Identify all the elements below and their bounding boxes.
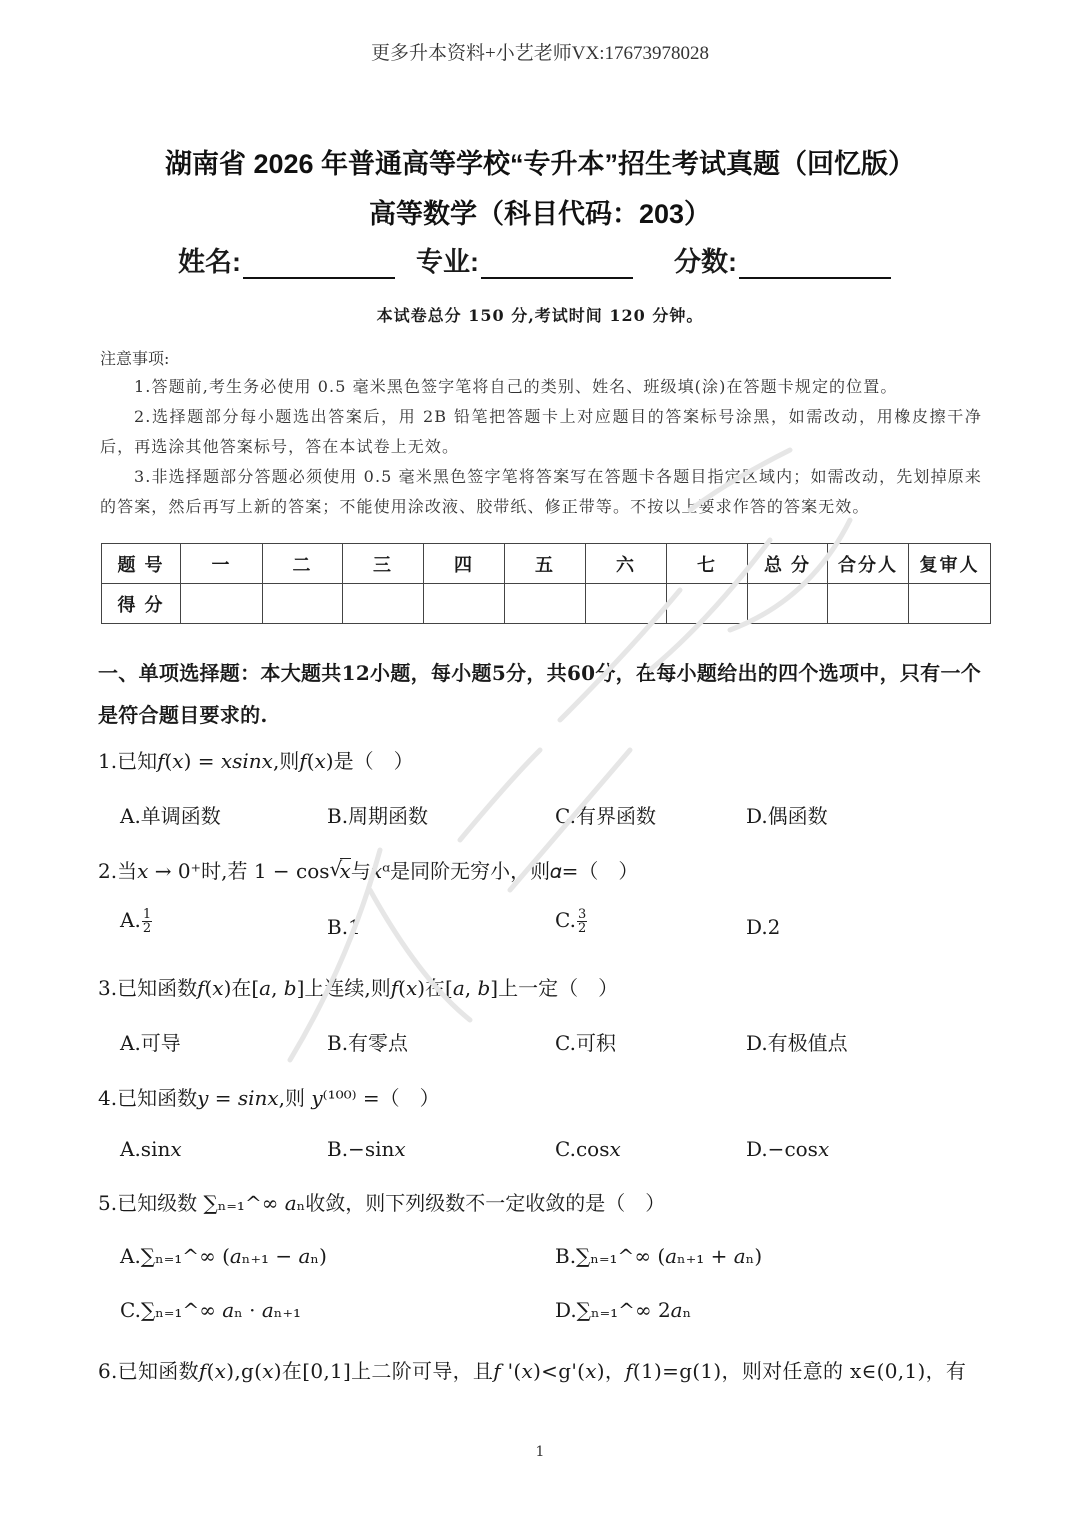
score-header-cell: 总 分 <box>748 544 828 584</box>
score-cell[interactable] <box>263 584 343 624</box>
q2-stem-suffix: 与𝑥ᵅ是同阶无穷小，则𝛼=（ ） <box>350 859 639 883</box>
exam-meta: 本试卷总分 150 分,考试时间 120 分钟。 <box>376 306 704 325</box>
score-cell[interactable] <box>343 584 424 624</box>
name-blank[interactable] <box>243 247 395 279</box>
fraction-denominator: 2 <box>577 921 587 936</box>
q1-option-d[interactable]: D.偶函数 <box>746 804 828 828</box>
q2-option-d[interactable]: D.2 <box>746 915 781 939</box>
score-header-cell: 合分人 <box>828 544 909 584</box>
q5-option-a[interactable]: A.∑ₙ₌₁^∞ (𝑎ₙ₊₁ − 𝑎ₙ) <box>120 1244 327 1268</box>
score-header-cell: 二 <box>263 544 343 584</box>
fraction-three-halves <box>577 908 587 935</box>
score-cell[interactable] <box>909 584 991 624</box>
score-cell[interactable] <box>424 584 505 624</box>
score-cell[interactable] <box>828 584 909 624</box>
score-row-label: 得 分 <box>102 584 181 624</box>
q4-option-d[interactable]: D.−cos𝑥 <box>746 1137 830 1161</box>
q1-option-b[interactable]: B.周期函数 <box>327 804 429 828</box>
q2-option-b[interactable]: B.1 <box>327 915 361 939</box>
score-cell[interactable] <box>586 584 667 624</box>
score-field[interactable] <box>674 240 891 279</box>
score-cell[interactable] <box>505 584 586 624</box>
question-4-stem: 4.已知函数𝑦 = 𝑠𝑖𝑛𝑥,则 𝑦⁽¹⁰⁰⁾ =（ ） <box>98 1086 440 1110</box>
q3-option-c[interactable]: C.可积 <box>555 1031 616 1055</box>
q2-option-c[interactable] <box>555 908 587 935</box>
question-6-stem: 6.已知函数𝑓(𝑥),g(𝑥)在[0,1]上二阶可导，且𝑓 '(𝑥)<g'(𝑥)，𝑓(1)=g(1)，则对任意的 x∈(0,1)，有 <box>98 1359 967 1383</box>
fraction-denominator: 2 <box>142 921 152 936</box>
score-table-score-row <box>102 584 991 624</box>
score-header-cell: 六 <box>586 544 667 584</box>
q2-option-a[interactable] <box>120 908 152 935</box>
q3-option-b[interactable]: B.有零点 <box>327 1031 409 1055</box>
q5-option-c[interactable]: C.∑ₙ₌₁^∞ 𝑎ₙ · 𝑎ₙ₊₁ <box>120 1298 302 1322</box>
q4-option-b[interactable]: B.−sin𝑥 <box>327 1137 406 1161</box>
header-contact-note: 更多升本资料+小艺老师VX:17673978028 <box>371 43 709 64</box>
fraction-numerator: 1 <box>142 907 152 922</box>
fraction-one-half <box>142 908 152 935</box>
q4-option-a[interactable]: A.sin𝑥 <box>120 1137 182 1161</box>
exam-title: 湖南省 2026 年普通高等学校“专升本”招生考试真题（回忆版） <box>164 149 916 179</box>
question-3-stem: 3.已知函数𝑓(𝑥)在[𝑎, 𝑏]上连续,则𝑓(𝑥)在[𝑎, 𝑏]上一定（ ） <box>98 976 619 1000</box>
notice-item: 3.非选择题部分答题必须使用 0.5 毫米黑色签字笔将答案写在答题卡各题目指定区域内；如需改动，先划掉原来的答案，然后再写上新的答案；不能使用涂改液、胶带纸、修正带等。不按以上要求作答的答案无效。 <box>100 467 982 516</box>
q2-option-a-label: A. <box>120 908 141 932</box>
score-header-cell: 题 号 <box>102 544 181 584</box>
fraction-numerator: 3 <box>577 907 587 922</box>
radical-sign-icon: √ <box>329 857 343 881</box>
score-header-cell: 复审人 <box>909 544 991 584</box>
exam-subtitle: 高等数学（科目代码：203） <box>368 199 712 229</box>
score-header-cell: 四 <box>424 544 505 584</box>
score-label: 分数: <box>674 247 737 277</box>
q1-option-a[interactable]: A.单调函数 <box>120 804 221 828</box>
score-cell[interactable] <box>667 584 748 624</box>
notice-item: 2.选择题部分每小题选出答案后，用 2B 铅笔把答题卡上对应题目的答案标号涂黑，如需改动，用橡皮擦干净后，再选涂其他答案标号，答在本试卷上无效。 <box>100 407 982 456</box>
score-header-cell: 一 <box>181 544 263 584</box>
question-5-stem: 5.已知级数 ∑ₙ₌₁^∞ 𝑎ₙ收敛，则下列级数不一定收敛的是（ ） <box>98 1191 666 1215</box>
page-number: 1 <box>535 1444 545 1460</box>
q5-option-b[interactable]: B.∑ₙ₌₁^∞ (𝑎ₙ₊₁ + 𝑎ₙ) <box>555 1244 763 1268</box>
q3-option-a[interactable]: A.可导 <box>120 1031 181 1055</box>
sqrt-symbol <box>330 859 351 883</box>
q3-option-d[interactable]: D.有极值点 <box>746 1031 848 1055</box>
q2-option-c-label: C. <box>555 908 576 932</box>
score-cell[interactable] <box>181 584 263 624</box>
score-header-cell: 七 <box>667 544 748 584</box>
notice-item: 1.答题前,考生务必使用 0.5 毫米黑色签字笔将自己的类别、姓名、班级填(涂)在答题卡规定的位置。 <box>134 377 898 396</box>
name-field[interactable] <box>178 240 395 279</box>
score-table <box>101 543 991 624</box>
major-field[interactable] <box>416 240 633 279</box>
score-cell[interactable] <box>748 584 828 624</box>
question-2-stem <box>98 855 638 884</box>
q2-radicand: 𝑥 <box>339 859 351 883</box>
q2-stem-prefix: 2.当𝑥 → 0⁺时,若 1 − cos <box>98 859 330 883</box>
score-header-cell: 五 <box>505 544 586 584</box>
major-label: 专业: <box>416 247 479 277</box>
name-label: 姓名: <box>178 247 241 277</box>
score-table-header-row <box>102 544 991 584</box>
question-1-stem: 1.已知𝑓(𝑥) = 𝑥𝑠𝑖𝑛𝑥,则𝑓(𝑥)是（ ） <box>98 749 414 773</box>
q5-option-d[interactable]: D.∑ₙ₌₁^∞ 2𝑎ₙ <box>555 1298 692 1322</box>
section-title: 一、单项选择题：本大题共12小题，每小题5分，共60分，在每小题给出的四个选项中，只有一个是符合题目要求的. <box>98 661 982 727</box>
q4-option-c[interactable]: C.cos𝑥 <box>555 1137 621 1161</box>
score-header-cell: 三 <box>343 544 424 584</box>
major-blank[interactable] <box>481 247 633 279</box>
notice-heading: 注意事项: <box>100 349 170 368</box>
score-blank[interactable] <box>739 247 891 279</box>
q1-option-c[interactable]: C.有界函数 <box>555 804 656 828</box>
